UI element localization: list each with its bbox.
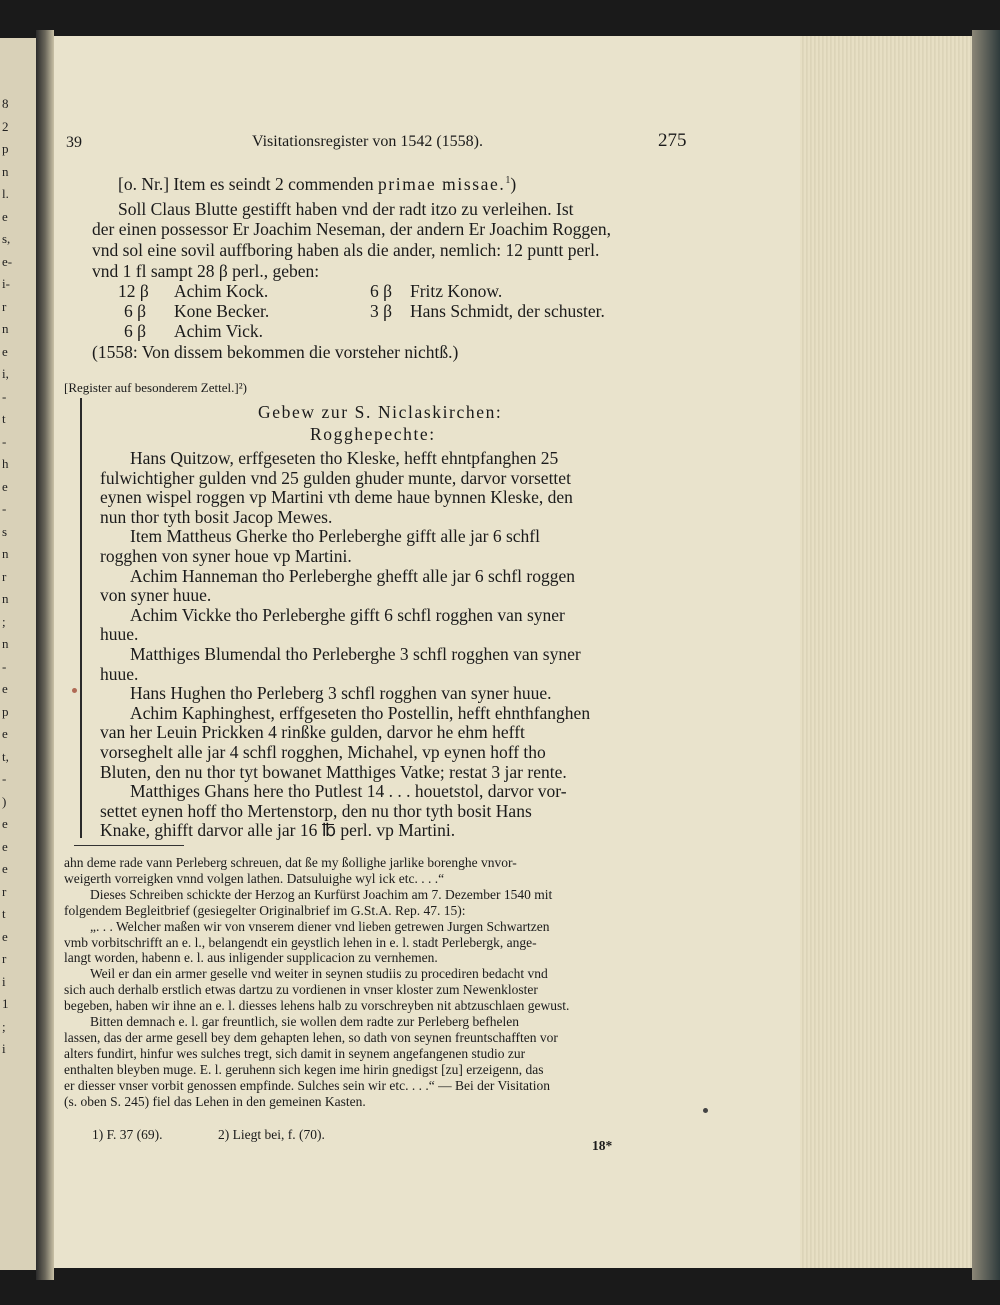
book-cover-edge [972,30,1000,1280]
left-page-margin-char: n [2,546,9,561]
left-page-margin-char: i, [2,366,9,381]
footnote-ref-1: 1) F. 37 (69). [92,1127,163,1142]
footnote-line: langt worden, habenn e. l. aus inligender supplicacion zu vernhemen. [64,950,438,966]
section-line: Matthiges Blumendal tho Perleberghe 3 schfl rogghen van syner [130,644,581,664]
payment-name: Fritz Konow. [410,281,503,301]
section-line: huue. [100,663,139,684]
footnote-line: er diesser vnser vorbit genossen empfinde. Sulches sein wir etc. . . .“ — Bei der Visitation [64,1077,550,1093]
footnote-line: begeben, haben wir ihne an e. l. diesses lehens halb zu vorschreyben nit abtzuschlaen gewust. [64,998,570,1014]
left-page-margin-char: t [2,411,6,426]
left-page-margin-char: e [2,208,8,224]
left-page-margin-char: r [2,568,7,584]
left-page-margin-char: 8 [2,96,9,111]
payment-amount: 12 β [118,281,149,301]
left-page-margin-char: i [2,1041,6,1056]
section-line: rogghen von syner houe vp Martini. [100,546,352,566]
section-line: Achim Kaphinghest, erffgeseten tho Postellin, hefft ehnthfanghen [130,702,591,723]
left-page-margin-char: n [2,163,9,179]
running-title: Visitationsregister von 1542 (1558). [252,133,484,150]
footnote-line: Dieses Schreiben schickte der Herzog an Kurfürst Joachim am 7. Dezember 1540 mit [90,886,553,902]
left-page-margin-char: n [2,591,9,606]
left-page-margin-char: e [2,816,8,831]
section-line: settet eynen hoff tho Mertenstorp, den nu thor tyth bosit Hans [100,800,532,821]
footnote-line: weigerth vorreigken vnnd volgen lathen. Datsuluighe wyl ick etc. . . .“ [64,870,445,886]
left-page-margin-char: s, [2,231,11,246]
entry-line: Soll Claus Blutte gestifft haben vnd der radt itzo zu verleihen. Ist [118,199,574,219]
footnote-ref-2: 2) Liegt bei, f. (70). [218,1127,325,1142]
left-page-edge [0,38,36,1270]
left-page-margin-char: 1 [2,996,9,1011]
entry-heading-suffix: ) [510,174,517,194]
payment-name: Hans Schmidt, der schuster. [410,301,605,321]
footnote-line: „. . . Welcher maßen wir von vnserem diener vnd lieben getrewen Jurgen Schwartzen [90,918,550,934]
left-page-margin-char: r [2,883,7,899]
left-page-margin-char: i- [2,276,10,291]
left-page-margin-char: ) [2,793,7,809]
section-line: van her Leuin Prickken 4 rinßke gulden, darvor he ehm hefft [100,722,525,743]
left-page-margin-char: n [2,321,9,336]
left-page-margin-char: - [2,771,7,786]
footnote-line: (s. oben S. 245) fiel das Lehen in den gemeinen Kasten. [64,1093,366,1109]
left-page-margin-char: - [2,433,7,449]
left-page-margin-char: n [2,636,9,651]
left-page-margin-char: i [2,973,6,989]
section-line: eynen wispel roggen vp Martini vth deme haue bynnen Kleske, den [100,487,573,508]
footnote-line: lassen, das der arme gesell bey dem gehapten lehen, so dath von seynen freuntschafften vor [64,1029,558,1045]
section-line: Bluten, den nu thor tyt bowanet Matthiges Vatke; restat 3 jar rente. [100,761,567,782]
page-number: 275 [658,130,687,151]
header-number-left: 39 [66,134,82,151]
footnote-line: alters fundirt, hinfur wes sulches tregt, sich damit in seynem angefangenen studio zur [64,1045,526,1061]
left-page-margin-char: l. [2,186,9,201]
left-page-margin-char: t, [2,748,9,764]
payment-amount: 6 β [124,321,147,341]
left-page-margin-char: 2 [2,118,9,134]
payment-name: Achim Kock. [174,281,269,301]
left-page-margin-char: - [2,658,7,674]
footnote-line: sich auch derhalb erstlich etwas dartzu zu vordienen in vnser kloster zum Newenkloster [64,982,538,998]
left-page-margin-char: e [2,928,8,944]
left-page-margin-char: h [2,456,9,471]
section-line: Item Mattheus Gherke tho Perleberghe gifft alle jar 6 schfl [130,526,540,547]
left-page-margin-char: t [2,906,6,921]
payment-amount: 3 β [370,301,393,321]
left-page-margin-char: p [2,141,9,156]
section-line: Matthiges Ghans here tho Putlest 14 . . . houetstol, darvor vor- [130,781,567,802]
footnote-line: ahn deme rade vann Perleberg schreuen, dat ße my ßollighe jarlike borenghe vnvor- [64,855,517,870]
section-heading: Gebew zur S. Niclaskirchen: [258,402,503,422]
left-page-margin-char: e [2,343,8,359]
left-page-margin-char: e [2,726,8,741]
left-page-margin-char: r [2,298,7,314]
register-note: [Register auf besonderem Zettel.]²) [64,380,247,395]
margin-mark [72,688,77,693]
payment-name: Kone Becker. [174,301,270,321]
left-page-margin-char: e [2,681,8,696]
payment-amount: 6 β [124,301,147,321]
entry-line: vnd sol eine sovil auffboring haben als die ander, nemlich: 12 puntt perl. [92,240,600,260]
left-page-margin-char: e [2,838,8,854]
section-line: von syner huue. [100,585,212,606]
entry-heading-spaced: primae missae. [378,174,506,194]
section-line: vorseghelt alle jar 4 schfl rogghen, Michahel, vp eynen hoff tho [100,742,546,762]
entry-heading-prefix: [o. Nr.] Item es seindt 2 commenden [118,174,379,194]
payment-name: Achim Vick. [174,321,264,341]
footnote-line: Bitten demnach e. l. gar freuntlich, sie wollen dem radte zur Perleberg befhelen [90,1014,519,1029]
left-page-margin-char: r [2,951,7,966]
section-line: huue. [100,624,139,645]
left-page-margin-char: ; [2,1018,6,1034]
left-page-margin-char: e- [2,253,13,269]
footnote-line: Weil er dan ein armer geselle vnd weiter in seynen studiis zu procediren bedacht vnd [90,966,548,982]
entry-heading [118,174,516,195]
left-page-margin-char: - [2,388,7,404]
section-line: Hans Hughen tho Perleberg 3 schfl rogghen van syner huue. [130,683,552,704]
signature-mark: 18* [592,1138,613,1153]
section-line: Achim Vickke tho Perleberghe gifft 6 schfl rogghen van syner [130,604,565,625]
entry-line: vnd 1 fl sampt 28 β perl., geben: [92,261,320,281]
footnote-rule [74,845,184,846]
section-line: Achim Hanneman tho Perleberghe ghefft alle jar 6 schfl roggen [130,565,575,586]
footnote-line: folgendem Begleitbrief (gesiegelter Originalbrief im G.St.A. Rep. 47. 15): [64,902,466,918]
note-1558: (1558: Von dissem bekommen die vorsteher nichtß.) [92,342,459,362]
section-line: Knake, ghifft darvor alle jar 16 ℔ perl. vp Martini. [100,820,456,841]
margin-rule [80,398,82,838]
left-page-margin-char: e [2,478,8,494]
left-page-margin-char: p [2,703,9,719]
section-subheading: Rogghepechte: [310,424,436,444]
section-line: Hans Quitzow, erffgeseten tho Kleske, hefft ehntpfanghen 25 [130,448,559,468]
footnote-line: enthalten bleyben muge. E. l. geruhenn sich kegen ime hirin gnedigst [zu] erzeigenn, das [64,1061,544,1077]
left-page-margin-char: - [2,501,7,516]
left-page-margin-char: s [2,523,8,539]
section-line: nun thor tyth bosit Jacop Mewes. [100,506,333,527]
book-gutter [36,30,54,1280]
footnote-line: vmb vorbitschrifft an e. l., belangendt ein geystlich lehen in e. l. stadt Perlebergk, ange- [64,934,537,950]
section-line: fulwichtigher gulden vnd 25 gulden ghuder munte, darvor vorsettet [100,467,571,488]
left-page-margin-char: ; [2,613,6,629]
footnote-marker-1: 1 [505,175,511,187]
left-page-margin-char: e [2,861,8,876]
entry-line: der einen possessor Er Joachim Neseman, der andern Er Joachim Roggen, [92,219,612,239]
payment-amount: 6 β [370,281,393,301]
page-speck [703,1108,708,1113]
page-edges [800,36,972,1268]
